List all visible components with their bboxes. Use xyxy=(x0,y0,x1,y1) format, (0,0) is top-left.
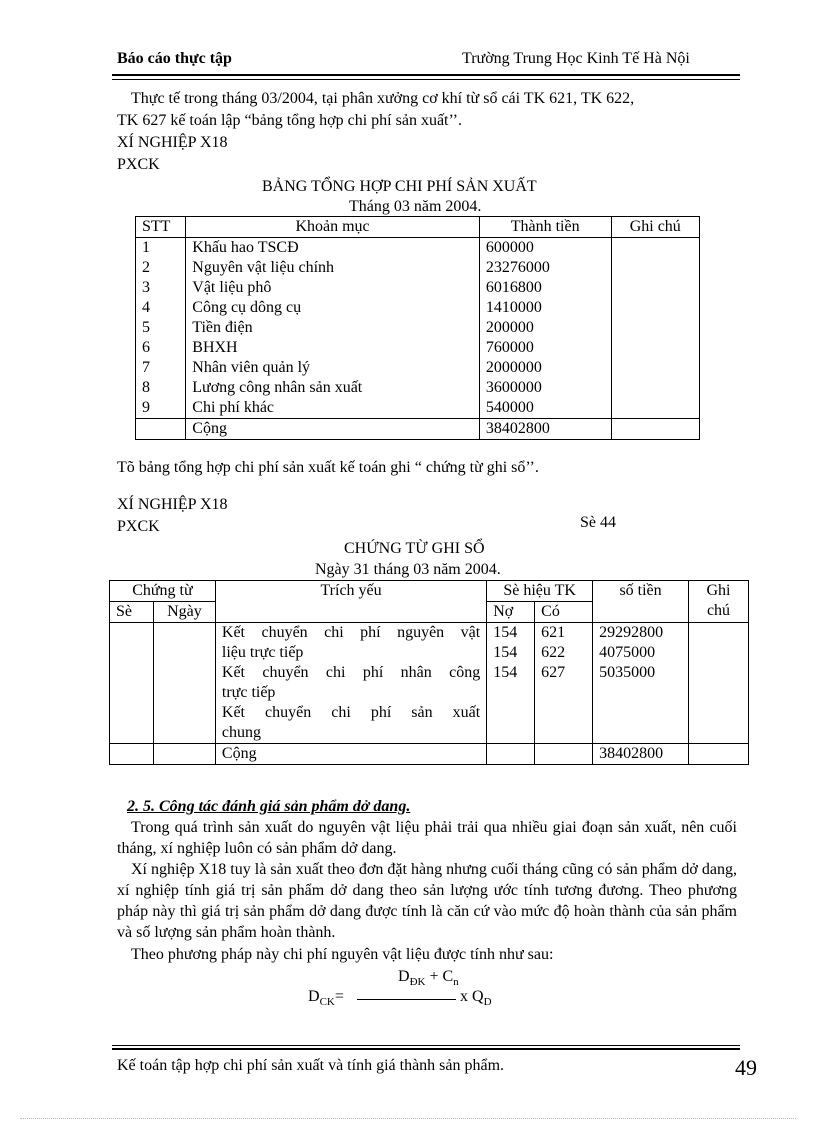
formula-rhs xyxy=(460,988,492,1008)
after-table1-text: Tõ bảng tổng hợp chi phí sản xuất kế toán ghi “ chứng từ ghi sổ’’. xyxy=(117,459,539,476)
cell-item: Chi phí khác xyxy=(186,398,480,419)
cell-debit xyxy=(487,744,535,765)
cell-stt: 8 xyxy=(136,378,186,398)
cell-voucher-number xyxy=(110,623,154,744)
debit-value: 154 xyxy=(493,624,518,641)
table-row xyxy=(136,298,700,318)
section-heading: 2. 5. Công tác đánh giá sản phẩm dở dang. xyxy=(127,798,411,815)
desc-line: trực tiếp xyxy=(221,684,276,701)
total-label: Cộng xyxy=(215,744,486,765)
cell-note xyxy=(611,358,700,378)
cell-voucher-date xyxy=(153,623,215,744)
credit-value: 621 xyxy=(541,624,566,641)
page-number: 49 xyxy=(735,1055,757,1080)
formula-q-sub: D xyxy=(483,996,492,1009)
desc-line: liệu trực tiếp xyxy=(221,644,304,661)
formula-numerator xyxy=(398,968,459,988)
cell-description xyxy=(215,623,486,744)
cell-note xyxy=(611,258,700,278)
cell-stt: 6 xyxy=(136,338,186,358)
formula-num-d-sub: ĐK xyxy=(409,976,426,989)
desc-line: Kết chuyển chi phí nguyên vật xyxy=(221,624,481,641)
cell-voucher-number xyxy=(110,744,154,765)
header-right: Trường Trung Học Kinh Tế Hà Nội xyxy=(462,50,690,67)
header-rule-thick xyxy=(112,74,740,76)
th-credit: Có xyxy=(535,602,593,623)
table1-subtitle: Tháng 03 năm 2004. xyxy=(349,198,482,215)
th-item: Khoản mục xyxy=(186,217,480,238)
table2-title: CHỨNG TỪ GHI SỔ xyxy=(344,540,485,557)
unit1-company: XÍ NGHIỆP X18 xyxy=(117,134,228,151)
debit-value: 154 xyxy=(493,644,518,661)
desc-line: chung xyxy=(221,724,261,741)
cell-item: Khấu hao TSCĐ xyxy=(186,238,480,259)
total-amount: 38402800 xyxy=(593,744,689,765)
cell-stt xyxy=(136,419,186,440)
table-row xyxy=(136,278,700,298)
cell-amount: 23276000 xyxy=(479,258,611,278)
table1-title: BẢNG TỔNG HỢP CHI PHÍ SẢN XUẤT xyxy=(262,178,537,195)
table-row xyxy=(136,238,700,259)
formula-num-d: D xyxy=(398,968,410,985)
footer-text: Kế toán tập hợp chi phí sản xuất và tính giá thành sản phẩm. xyxy=(117,1057,505,1074)
unit1-dept: PXCK xyxy=(117,156,160,173)
credit-value: 627 xyxy=(541,664,566,681)
th-note: Ghi chú xyxy=(611,217,700,238)
formula-lhs-sub: CK xyxy=(319,996,335,1009)
section-paragraph-3: Theo phương pháp này chi phí nguyên vật liệu được tính như sau: xyxy=(131,946,554,963)
cell-stt: 4 xyxy=(136,298,186,318)
money-value: 29292800 xyxy=(599,624,664,641)
table-row xyxy=(110,623,749,744)
formula-equals: = xyxy=(334,988,344,1005)
cell-amount: 2000000 xyxy=(479,358,611,378)
cell-note xyxy=(611,318,700,338)
th-stt: STT xyxy=(136,217,186,238)
formula-times-q: x Q xyxy=(460,988,484,1005)
th-note xyxy=(689,581,749,623)
formula-num-c-sub: n xyxy=(453,976,459,989)
cell-note xyxy=(611,338,700,358)
table-row xyxy=(136,378,700,398)
summary-table xyxy=(135,216,700,440)
cell-note xyxy=(689,744,749,765)
cell-item: Tiền điện xyxy=(186,318,480,338)
cell-debit xyxy=(487,623,535,744)
cell-item: Lương công nhân sản xuất xyxy=(186,378,480,398)
credit-value: 622 xyxy=(541,644,566,661)
formula-fraction-bar xyxy=(357,999,456,1000)
formula-num-plus: + C xyxy=(425,968,454,985)
th-note-line-2: chú xyxy=(706,602,731,619)
unit2-company: XÍ NGHIỆP X18 xyxy=(117,496,228,513)
th-voucher: Chứng từ xyxy=(110,581,216,602)
debit-value: 154 xyxy=(493,664,518,681)
ledger-table xyxy=(109,580,749,765)
page-edge-dots xyxy=(20,1118,796,1119)
cell-money xyxy=(593,623,689,744)
table-header-row xyxy=(136,217,700,238)
desc-line: Kết chuyển chi phí nhân công xyxy=(221,664,481,681)
footer-rule-thin xyxy=(112,1045,740,1046)
cell-voucher-date xyxy=(153,744,215,765)
th-description: Trích yếu xyxy=(215,581,486,623)
cell-amount: 3600000 xyxy=(479,378,611,398)
cell-stt: 3 xyxy=(136,278,186,298)
cell-item: Nhân viên quản lý xyxy=(186,358,480,378)
money-value: 4075000 xyxy=(599,644,656,661)
cell-stt: 1 xyxy=(136,238,186,259)
total-amount: 38402800 xyxy=(479,419,611,440)
th-note-line-1: Ghi xyxy=(706,582,731,599)
cell-stt: 9 xyxy=(136,398,186,419)
cell-note xyxy=(611,398,700,419)
th-voucher-date: Ngày xyxy=(153,602,215,623)
cell-note xyxy=(611,378,700,398)
cell-note xyxy=(611,298,700,318)
intro-line-1: Thực tế trong tháng 03/2004, tại phân xưởng cơ khí từ sổ cái TK 621, TK 622, xyxy=(131,90,635,107)
table-total-row xyxy=(136,419,700,440)
section-paragraph-2: Xí nghiệp X18 tuy là sản xuất theo đơn đặt hàng nhưng cuối tháng cũng có sản phẩm dở dang, xí nghiệp tính giá trị sản phẩm dở dang theo sản lượng ước tính tương đương. Theo phương pháp này thì giá trị sản phẩm dở dang được tính là căn cứ vào mức độ hoàn thành của sản phẩm và số lượng sản phẩm hoàn thành. xyxy=(117,861,737,941)
money-value: 5035000 xyxy=(599,664,656,681)
cell-note xyxy=(611,419,700,440)
unit2-dept: PXCK xyxy=(117,518,160,535)
th-debit: Nợ xyxy=(487,602,535,623)
header-rule-thin xyxy=(112,79,740,80)
table-row xyxy=(136,398,700,419)
intro-line-2: TK 627 kế toán lập “bảng tổng hợp chi phí sản xuất’’. xyxy=(117,112,462,129)
table-header-row xyxy=(110,581,749,602)
cell-item: BHXH xyxy=(186,338,480,358)
cell-credit xyxy=(535,744,593,765)
cell-note xyxy=(611,278,700,298)
formula-lhs xyxy=(308,988,344,1008)
th-amount: Thành tiền xyxy=(479,217,611,238)
table-row xyxy=(136,338,700,358)
desc-line: Kết chuyển chi phí sản xuất xyxy=(221,704,481,721)
cell-amount: 760000 xyxy=(479,338,611,358)
th-account: Sè hiệu TK xyxy=(487,581,593,602)
cell-stt: 7 xyxy=(136,358,186,378)
cell-stt: 2 xyxy=(136,258,186,278)
doc-number: Sè 44 xyxy=(580,514,616,531)
total-label: Cộng xyxy=(186,419,480,440)
th-voucher-number: Sè xyxy=(110,602,154,623)
formula-lhs-d: D xyxy=(308,988,320,1005)
cell-amount: 200000 xyxy=(479,318,611,338)
cell-note xyxy=(689,623,749,744)
table-row xyxy=(136,358,700,378)
section-paragraph-1: Trong quá trình sản xuất do nguyên vật liệu phải trải qua nhiều giai đoạn sản xuất, nên cuối tháng, xí nghiệp luôn có sản phẩm dở dang. xyxy=(117,819,737,857)
table-row xyxy=(136,258,700,278)
cell-amount: 6016800 xyxy=(479,278,611,298)
cell-amount: 1410000 xyxy=(479,298,611,318)
header-left: Báo cáo thực tập xyxy=(117,50,232,67)
cell-item: Nguyên vật liệu chính xyxy=(186,258,480,278)
th-money: số tiền xyxy=(593,581,689,623)
cell-item: Công cụ dông cụ xyxy=(186,298,480,318)
cell-amount: 600000 xyxy=(479,238,611,259)
table-row xyxy=(136,318,700,338)
footer-rule-thick xyxy=(112,1048,740,1050)
cell-amount: 540000 xyxy=(479,398,611,419)
cell-credit xyxy=(535,623,593,744)
table2-subtitle: Ngày 31 tháng 03 năm 2004. xyxy=(315,561,501,578)
cell-stt: 5 xyxy=(136,318,186,338)
cell-note xyxy=(611,238,700,259)
cell-item: Vật liệu phô xyxy=(186,278,480,298)
table-total-row xyxy=(110,744,749,765)
